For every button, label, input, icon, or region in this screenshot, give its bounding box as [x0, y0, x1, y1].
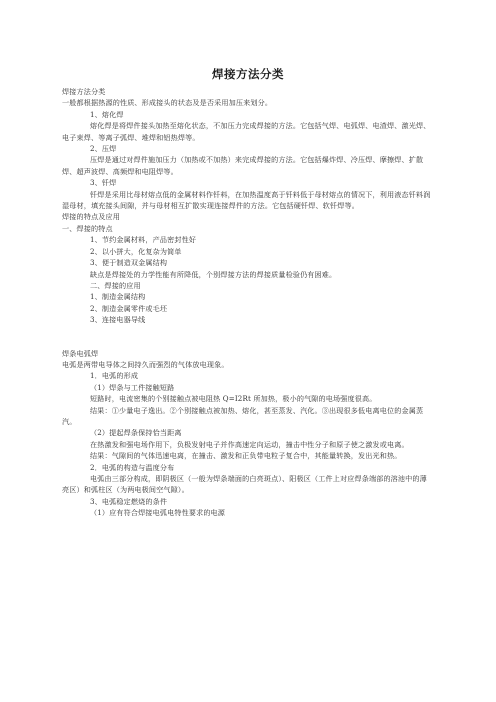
section-heading-arc-welding: 焊条电弧焊: [62, 348, 99, 358]
arc-intro: 电弧是两带电导体之间持久而强烈的气体放电现象。: [62, 359, 229, 369]
step-lift-electrode-text: 在热激发和强电场作用下，负极发射电子并作高速定向运动，撞击中性分子和原子使之激发或电离。: [90, 439, 409, 449]
section-heading-features: 焊接的特点及应用: [62, 212, 120, 222]
part-arc-structure-text: 电弧由三部分构成，即阴极区（一般为焊条端面的白亮斑点）、阳极区（工件上对应焊条端部的溶池中的薄亮区）和弧柱区（为两电极间空气隙）。: [62, 474, 427, 495]
item-desc-pressure-welding: 压焊是通过对焊件施加压力（加热或不加热）来完成焊接的方法。它包括爆炸焊、冷压焊、摩擦焊、扩散焊、超声波焊、高频焊和电阻焊等。: [62, 155, 424, 176]
drawback-text: 缺点是焊接处的力学性能有所降低，个别焊接方法的焊接质量检验仍有困难。: [90, 269, 337, 279]
step-short-circuit-result: 结果：①少量电子逸出。②个别接触点被加热、熔化，甚至蒸发、汽化。③出现很多低电离电位的金属蒸汽。: [62, 405, 424, 426]
classification-intro: 一般都根据热源的性质、形成接头的状态及是否采用加压来划分。: [62, 98, 273, 108]
item-label-brazing: 3、钎焊: [90, 178, 117, 188]
application-item: 1、制造金属结构: [90, 292, 146, 302]
subheading-features: 一、焊接的特点: [62, 223, 113, 233]
step-short-circuit-text: 短路时，电流密集的个别接触点被电阻热 Q=I2Rt 所加热，极小的气隙的电场强度很高。: [90, 394, 377, 404]
step-short-circuit: （1）焊条与工件接触短路: [90, 382, 175, 392]
step-lift-electrode: （2）提起焊条保持恰当距离: [90, 428, 182, 438]
application-item: 3、连接电器导线: [90, 315, 146, 325]
application-item: 2、制造金属零件或毛坯: [90, 303, 168, 313]
part-stable-arc: 3、电弧稳定燃烧的条件: [90, 496, 168, 506]
step-lift-electrode-result: 结果：气隙间的气体迅速电离，在撞击、激发和正负带电粒子复合中，其能量转换，发出光和热。: [90, 451, 402, 461]
document-title: 焊接方法分类: [212, 67, 284, 81]
item-desc-brazing: 钎焊是采用比母材熔点低的金属材料作钎料，在加热温度高于钎料低于母材熔点的情况下，利用液态钎料润湿母材，填充接头间隙，并与母材相互扩散实现连接焊件的方法。它包括硬钎焊、软钎焊等。: [62, 189, 431, 211]
part-stable-arc-step: （1）应有符合焊接电弧电特性要求的电源: [90, 508, 226, 518]
feature-item: 3、便于制造双金属结构: [90, 258, 168, 268]
part-arc-formation: 1．电弧的形成: [90, 371, 139, 381]
section-gap: [62, 326, 434, 348]
document-body: [62, 86, 434, 519]
item-label-pressure-welding: 2、压焊: [90, 144, 117, 154]
subheading-applications: 二、焊接的应用: [90, 280, 141, 290]
feature-item: 1、节约金属材料，产品密封性好: [90, 235, 197, 245]
item-label-fusion-welding: 1、熔化焊: [90, 109, 124, 119]
part-arc-structure: 2．电弧的构造与温度分布: [90, 462, 175, 472]
feature-item: 2、以小拼大，化复杂为简单: [90, 246, 182, 256]
item-desc-fusion-welding: 熔化焊是将焊件接头加热至熔化状态，不加压力完成焊接的方法。它包括气焊、电弧焊、电渣焊、激光焊、电子束焊、等离子弧焊、堆焊和铝热焊等。: [62, 121, 431, 142]
section-heading-classification: 焊接方法分类: [62, 87, 106, 96]
